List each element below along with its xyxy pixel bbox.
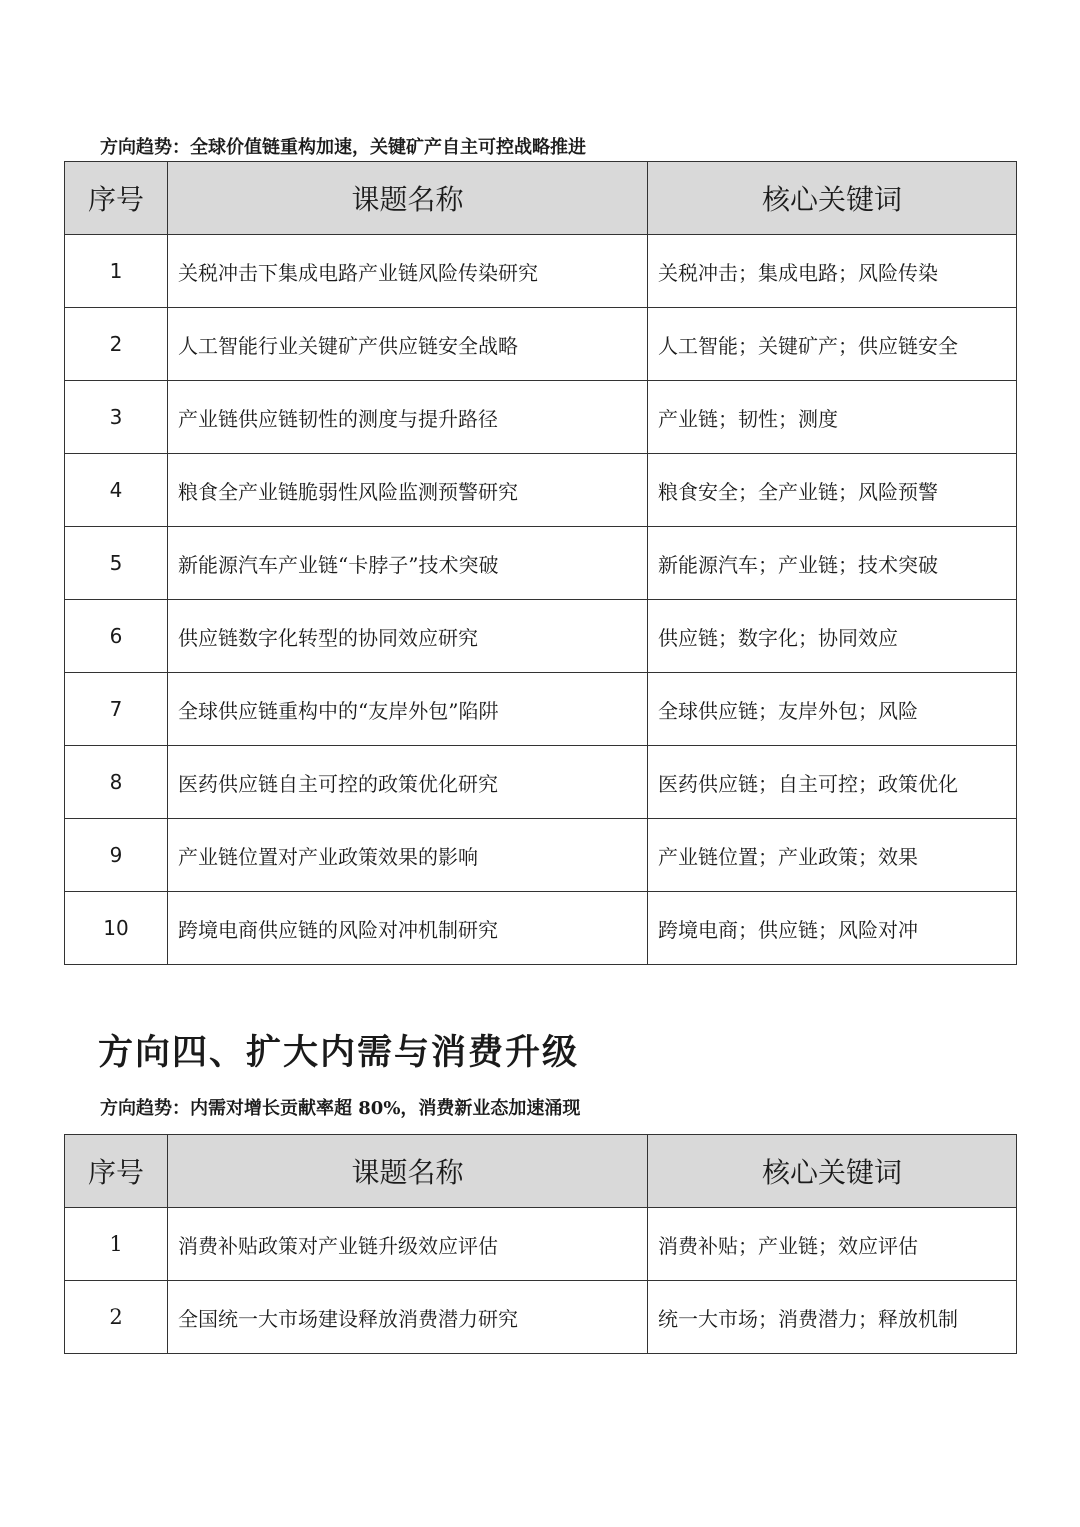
table-row xyxy=(65,673,1017,746)
table-row xyxy=(65,892,1017,965)
row-keywords: 消费补贴；产业链；效应评估 xyxy=(648,1208,1017,1281)
table-row xyxy=(65,235,1017,308)
row-keywords: 关税冲击；集成电路；风险传染 xyxy=(648,235,1017,308)
row-number: 7 xyxy=(65,673,168,746)
row-number: 10 xyxy=(65,892,168,965)
header-number: 序号 xyxy=(65,162,168,235)
row-number: 6 xyxy=(65,600,168,673)
row-number: 5 xyxy=(65,527,168,600)
row-topic-name: 关税冲击下集成电路产业链风险传染研究 xyxy=(168,235,648,308)
row-keywords: 新能源汽车；产业链；技术突破 xyxy=(648,527,1017,600)
row-keywords: 粮食安全；全产业链；风险预警 xyxy=(648,454,1017,527)
row-keywords: 跨境电商；供应链；风险对冲 xyxy=(648,892,1017,965)
header-keywords: 核心关键词 xyxy=(648,1135,1017,1208)
row-keywords: 供应链；数字化；协同效应 xyxy=(648,600,1017,673)
table-row xyxy=(65,1281,1017,1354)
row-number: 9 xyxy=(65,819,168,892)
row-topic-name: 产业链位置对产业政策效果的影响 xyxy=(168,819,648,892)
row-topic-name: 跨境电商供应链的风险对冲机制研究 xyxy=(168,892,648,965)
row-topic-name: 消费补贴政策对产业链升级效应评估 xyxy=(168,1208,648,1281)
row-topic-name: 产业链供应链韧性的测度与提升路径 xyxy=(168,381,648,454)
topics-table-supply-chain xyxy=(64,161,1017,965)
table-row xyxy=(65,308,1017,381)
header-topic-name: 课题名称 xyxy=(168,1135,648,1208)
row-number: 3 xyxy=(65,381,168,454)
row-topic-name: 全国统一大市场建设释放消费潜力研究 xyxy=(168,1281,648,1354)
table-row xyxy=(65,381,1017,454)
table-row xyxy=(65,1208,1017,1281)
row-number: 8 xyxy=(65,746,168,819)
row-keywords: 统一大市场；消费潜力；释放机制 xyxy=(648,1281,1017,1354)
row-topic-name: 新能源汽车产业链“卡脖子”技术突破 xyxy=(168,527,648,600)
row-number: 1 xyxy=(65,1208,168,1281)
header-topic-name: 课题名称 xyxy=(168,162,648,235)
table-header-row xyxy=(65,1135,1017,1208)
topics-table-domestic-demand xyxy=(64,1134,1017,1354)
table-row xyxy=(65,600,1017,673)
row-keywords: 人工智能；关键矿产；供应链安全 xyxy=(648,308,1017,381)
header-keywords: 核心关键词 xyxy=(648,162,1017,235)
row-number: 2 xyxy=(65,1281,168,1354)
row-number: 2 xyxy=(65,308,168,381)
section3-trend: 方向趋势：全球价值链重构加速，关键矿产自主可控战略推进 xyxy=(100,137,586,158)
table-row xyxy=(65,819,1017,892)
row-keywords: 医药供应链；自主可控；政策优化 xyxy=(648,746,1017,819)
row-keywords: 产业链；韧性；测度 xyxy=(648,381,1017,454)
row-number: 1 xyxy=(65,235,168,308)
section4-trend: 方向趋势：内需对增长贡献率超 80%，消费新业态加速涌现 xyxy=(100,1098,581,1119)
header-number: 序号 xyxy=(65,1135,168,1208)
section4-title: 方向四、扩大内需与消费升级 xyxy=(98,1032,580,1073)
row-topic-name: 医药供应链自主可控的政策优化研究 xyxy=(168,746,648,819)
row-keywords: 产业链位置；产业政策；效果 xyxy=(648,819,1017,892)
row-topic-name: 供应链数字化转型的协同效应研究 xyxy=(168,600,648,673)
table-row xyxy=(65,454,1017,527)
table-row xyxy=(65,527,1017,600)
row-keywords: 全球供应链；友岸外包；风险 xyxy=(648,673,1017,746)
row-topic-name: 全球供应链重构中的“友岸外包”陷阱 xyxy=(168,673,648,746)
row-topic-name: 粮食全产业链脆弱性风险监测预警研究 xyxy=(168,454,648,527)
table-row xyxy=(65,746,1017,819)
row-number: 4 xyxy=(65,454,168,527)
table-header-row xyxy=(65,162,1017,235)
row-topic-name: 人工智能行业关键矿产供应链安全战略 xyxy=(168,308,648,381)
